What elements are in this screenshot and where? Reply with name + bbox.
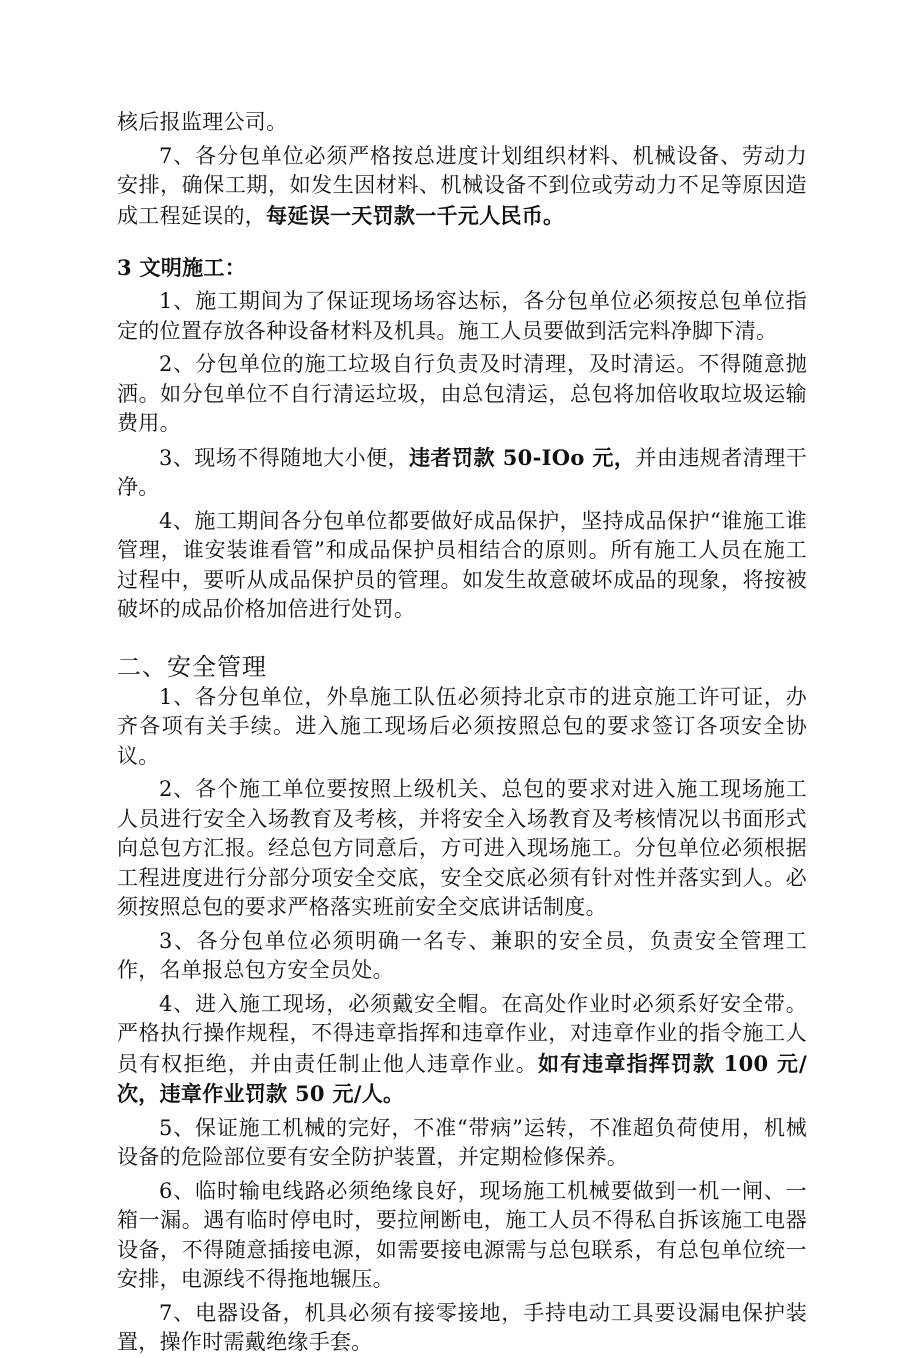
s2-paragraph-5: 5、保证施工机械的完好，不准“带病”运转，不准超负荷使用，机械设备的危险部位要有安全防护装置，并定期检修保养。 — [117, 1115, 807, 1169]
s3-paragraph-3-penalty: 违者罚款 50-IOo 元， — [409, 444, 636, 470]
s2-paragraph-4 — [117, 990, 807, 1110]
s3-paragraph-1: 1、施工期间为了保证现场场容达标，各分包单位必须按总包单位指定的位置存放各种设备材料及机具。施工人员要做到活完料净脚下清。 — [117, 289, 807, 343]
s2-paragraph-6: 6、临时输电线路必须绝缘良好，现场施工机械要做到一机一闸、一箱一漏。遇有临时停电时，要拉闸断电，施工人员不得私自拆该施工电器设备，不得随意插接电源，如需要接电源需与总包联系，有总包单位统一安排，电源线不得拖地辗压。 — [117, 1178, 807, 1291]
s2-paragraph-4-penalty: 如有违章指挥罚款 100 元/次，违章作业罚款 50 元/人。 — [117, 1050, 807, 1106]
s2-paragraph-3: 3、各分包单位必须明确一名专、兼职的安全员，负责安全管理工作，名单报总包方安全员处。 — [117, 928, 807, 982]
paragraph-7-text: 7、各分包单位必须严格按总进度计划组织材料、机械设备、劳动力安排，确保工期，如发生因材料、机械设备不到位或劳动力不足等原因造成工程延误的， — [117, 143, 807, 228]
section-2-title: 二、安全管理 — [117, 652, 267, 681]
paragraph-7-penalty: 每延误一天罚款一千元人民币。 — [266, 202, 565, 228]
document-page — [117, 108, 807, 1358]
s3-paragraph-3-post: 并由违规者清理干净。 — [117, 445, 808, 499]
s2-paragraph-1: 1、各分包单位，外阜施工队伍必须持北京市的进京施工许可证，办齐各项有关手续。进入施工现场后必须按照总包的要求签订各项安全协议。 — [117, 684, 807, 768]
section-3-title: 3 文明施工： — [117, 255, 247, 280]
s2-paragraph-7: 7、电器设备，机具必须有接零接地，手持电动工具要设漏电保护装置，操作时需戴绝缘手套。 — [117, 1300, 807, 1354]
s3-paragraph-3 — [117, 443, 807, 503]
paragraph-continuation: 核后报监理公司。 — [117, 110, 288, 134]
s3-paragraph-2: 2、分包单位的施工垃圾自行负责及时清理，及时清运。不得随意抛洒。如分包单位不自行清运垃圾，由总包清运，总包将加倍收取垃圾运输费用。 — [117, 352, 807, 435]
s3-paragraph-3-pre: 3、现场不得随地大小便， — [159, 445, 410, 470]
s3-paragraph-4: 4、施工期间各分包单位都要做好成品保护，坚持成品保护“谁施工谁管理，谁安装谁看管”和成品保护员相结合的原则。所有施工人员在施工过程中，要听从成品保护员的管理。如发生故意破坏成品的现象，将按被破坏的成品价格加倍进行处罚。 — [117, 508, 807, 621]
s2-paragraph-2: 2、各个施工单位要按照上级机关、总包的要求对进入施工现场施工人员进行安全入场教育及考核，并将安全入场教育及考核情况以书面形式向总包方汇报。经总包方同意后，方可进入现场施工。分包单位必须根据工程进度进行分部分项安全交底，安全交底必须有针对性并落实到人。必须按照总包的要求严格落实班前安全交底讲话制度。 — [117, 777, 807, 919]
paragraph-7-schedule — [117, 142, 807, 232]
s2-paragraph-4-text: 4、进入施工现场，必须戴安全帽。在高处作业时必须系好安全带。严格执行操作规程，不得违章指挥和违章作业，对违章作业的指令施工人员有权拒绝，并由责任制止他人违章作业。 — [117, 991, 807, 1076]
